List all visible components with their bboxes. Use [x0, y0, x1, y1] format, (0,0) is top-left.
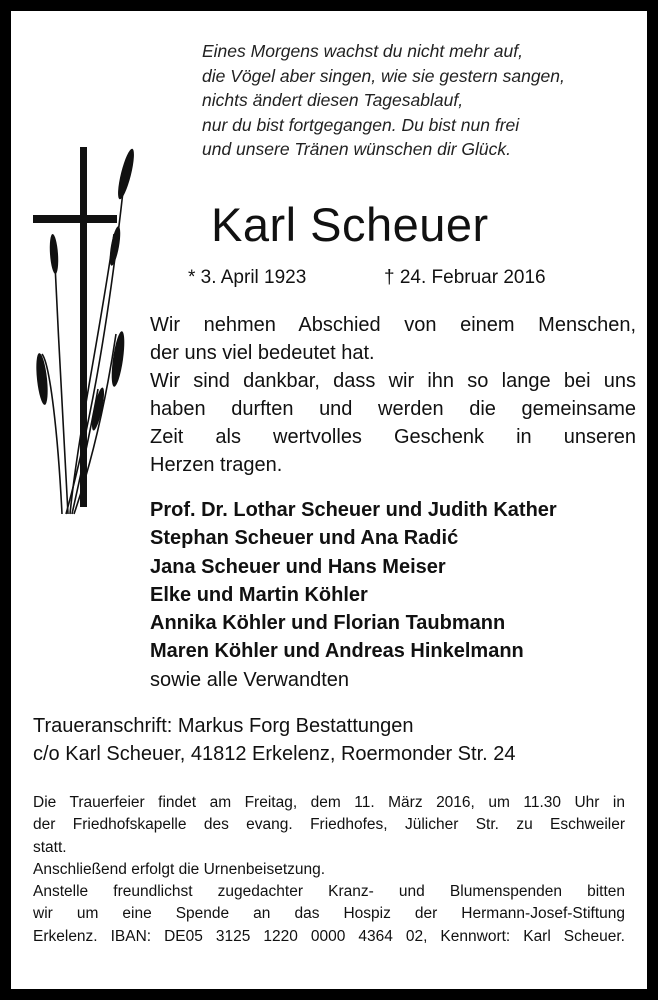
details-line: Anschließend erfolgt die Urnenbeisetzung. [33, 860, 326, 878]
poem [202, 39, 565, 162]
message-line: Wir sind dankbar, dass wir ihn so lange bei uns [150, 370, 636, 392]
poem-line: Eines Morgens wachst du nicht mehr auf, [202, 41, 523, 61]
address-line: Traueranschrift: Markus Forg Bestattungen [33, 715, 414, 737]
message-line: haben durften und werden die gemeinsame [150, 398, 636, 420]
mourners-list [150, 496, 557, 694]
relatives-note: sowie alle Verwandten [150, 668, 350, 691]
poem-line: die Vögel aber singen, wie sie gestern sangen, [202, 65, 565, 86]
address-line: c/o Karl Scheuer, 41812 Erkelenz, Roermonder Str. 24 [33, 743, 516, 765]
details-line: Die Trauerfeier findet am Freitag, dem 11. März 2016, um 11.30 Uhr in [33, 794, 625, 811]
mourner-name: Jana Scheuer und Hans Meiser [150, 555, 446, 578]
mourner-name: Elke und Martin Köhler [150, 583, 368, 606]
message-line: Herzen tragen. [150, 454, 283, 476]
deceased-name: Karl Scheuer [211, 198, 489, 251]
mourning-address [33, 712, 516, 768]
mourner-name: Stephan Scheuer und Ana Radić [150, 527, 459, 550]
poem-line: und unsere Tränen wünschen dir Glück. [202, 139, 512, 159]
poem-line: nur du bist fortgegangen. Du bist nun frei [202, 114, 520, 135]
mourner-name: Annika Köhler und Florian Taubmann [150, 612, 506, 635]
poem-line: nichts ändert diesen Tagesablauf, [202, 90, 464, 110]
mourner-name: Maren Köhler und Andreas Hinkelmann [150, 640, 524, 663]
funeral-details [33, 792, 625, 948]
obituary-card [11, 11, 647, 989]
details-line: statt. [33, 838, 67, 856]
details-line: Erkelenz. IBAN: DE05 3125 1220 0000 4364 02, Kennwort: Karl Scheuer. [33, 927, 625, 945]
message-line: Zeit als wertvolles Geschenk in unseren [150, 426, 636, 448]
mourner-name: Prof. Dr. Lothar Scheuer und Judith Kather [150, 499, 557, 521]
message-line: Wir nehmen Abschied von einem Menschen, [150, 314, 636, 336]
cross-with-wheat-icon [28, 134, 138, 519]
details-line: der Friedhofskapelle des evang. Friedhofes, Jülicher Str. zu Eschweiler [33, 816, 625, 834]
birth-date: * 3. April 1923 [188, 267, 307, 288]
details-line: Anstelle freundlichst zugedachter Kranz- und Blumenspenden bitten [33, 883, 625, 901]
death-date: † 24. Februar 2016 [384, 267, 546, 288]
message-line: der uns viel bedeutet hat. [150, 342, 375, 364]
details-line: wir um eine Spende an das Hospiz der Hermann-Josef-Stiftung [33, 905, 625, 923]
farewell-message [150, 311, 636, 479]
